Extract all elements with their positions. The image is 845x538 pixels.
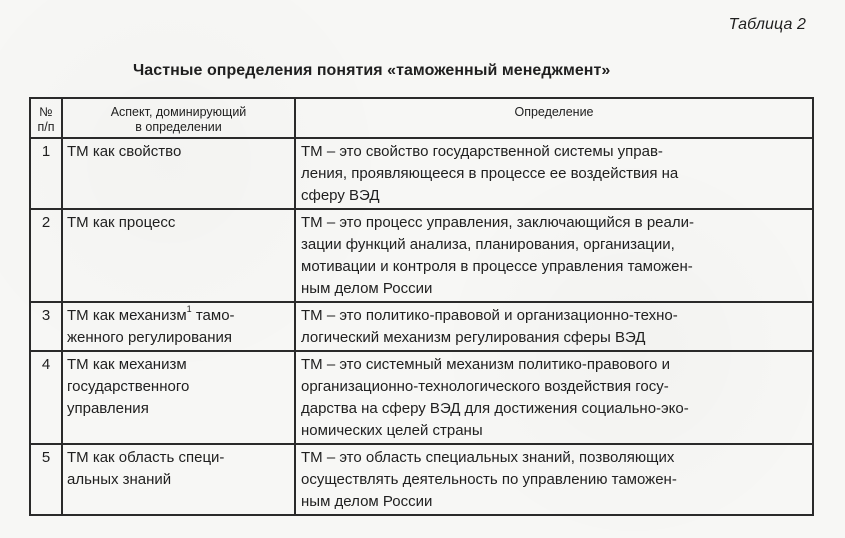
row-number xyxy=(30,444,62,515)
row-definition xyxy=(295,302,813,351)
row-definition xyxy=(295,351,813,444)
table-row xyxy=(30,444,813,515)
definition-line: логический механизм регулирования сферы ВЭД xyxy=(301,329,646,346)
table-row xyxy=(30,302,813,351)
definition-line: дарства на сферу ВЭД для достижения социально-эко- xyxy=(301,400,689,417)
definition-line: ТМ – это процесс управления, заключающийся в реали- xyxy=(301,214,694,231)
definition-line: ТМ – это системный механизм политико-правового и xyxy=(301,356,670,373)
table-title: Частные определения понятия «таможенный менеджмент» xyxy=(133,62,611,79)
definition-line: номических целей страны xyxy=(301,422,483,439)
definition-line: ным делом России xyxy=(301,280,433,297)
aspect-line: альных знаний xyxy=(67,471,172,488)
row-number xyxy=(30,302,62,351)
definition-line: мотивации и контроля в процессе управления таможен- xyxy=(301,258,693,275)
definition-line: ТМ – это политико-правовой и организационно-техно- xyxy=(301,307,678,324)
row-number xyxy=(30,138,62,209)
table-label: Таблица 2 xyxy=(728,16,806,33)
aspect-line: управления xyxy=(67,400,149,417)
row-number-text: 3 xyxy=(41,307,51,324)
row-number-text: 2 xyxy=(41,214,51,231)
aspect-line: ТМ как область специ- xyxy=(67,449,225,466)
row-definition xyxy=(295,138,813,209)
table-header-row xyxy=(30,98,813,138)
row-number-text: 5 xyxy=(41,449,51,466)
row-aspect xyxy=(62,138,295,209)
row-aspect xyxy=(62,209,295,302)
table-row xyxy=(30,209,813,302)
definition-line: ления, проявляющееся в процессе ее воздействия на xyxy=(301,165,679,182)
row-number-text: 4 xyxy=(41,356,51,373)
row-aspect xyxy=(62,351,295,444)
table-row xyxy=(30,138,813,209)
aspect-line-part: ТМ как механизм xyxy=(67,307,187,324)
definition-line: осуществлять деятельность по управлению таможен- xyxy=(301,471,677,488)
footnote-marker: 1 xyxy=(186,304,192,314)
row-definition xyxy=(295,209,813,302)
aspect-line-with-superscript xyxy=(67,305,288,327)
row-number xyxy=(30,209,62,302)
header-aspect-line-2: в определении xyxy=(135,120,222,134)
definition-line: организационно-технологического воздействия госу- xyxy=(301,378,669,395)
table-row xyxy=(30,351,813,444)
definition-line: ТМ – это область специальных знаний, позволяющих xyxy=(301,449,675,466)
aspect-line: ТМ как свойство xyxy=(67,143,182,160)
aspect-line: женного регулирования xyxy=(67,329,233,346)
aspect-line-part: тамо- xyxy=(191,307,235,324)
row-number-text: 1 xyxy=(41,143,51,160)
header-number xyxy=(30,98,62,138)
definition-line: ным делом России xyxy=(301,493,433,510)
header-number-line-2: п/п xyxy=(37,120,55,134)
row-aspect xyxy=(62,444,295,515)
definitions-table xyxy=(29,97,814,516)
header-definition-text: Определение xyxy=(514,105,594,119)
definition-line: зации функций анализа, планирования, организации, xyxy=(301,236,675,253)
definition-line: ТМ – это свойство государственной системы управ- xyxy=(301,143,663,160)
definition-line: сферу ВЭД xyxy=(301,187,380,204)
header-definition xyxy=(295,98,813,138)
row-number xyxy=(30,351,62,444)
aspect-line: ТМ как механизм xyxy=(67,356,187,373)
header-number-line-1: № xyxy=(39,105,53,119)
row-aspect xyxy=(62,302,295,351)
row-definition xyxy=(295,444,813,515)
header-aspect-line-1: Аспект, доминирующий xyxy=(110,105,247,119)
header-aspect xyxy=(62,98,295,138)
aspect-line: ТМ как процесс xyxy=(67,214,176,231)
aspect-line: государственного xyxy=(67,378,190,395)
